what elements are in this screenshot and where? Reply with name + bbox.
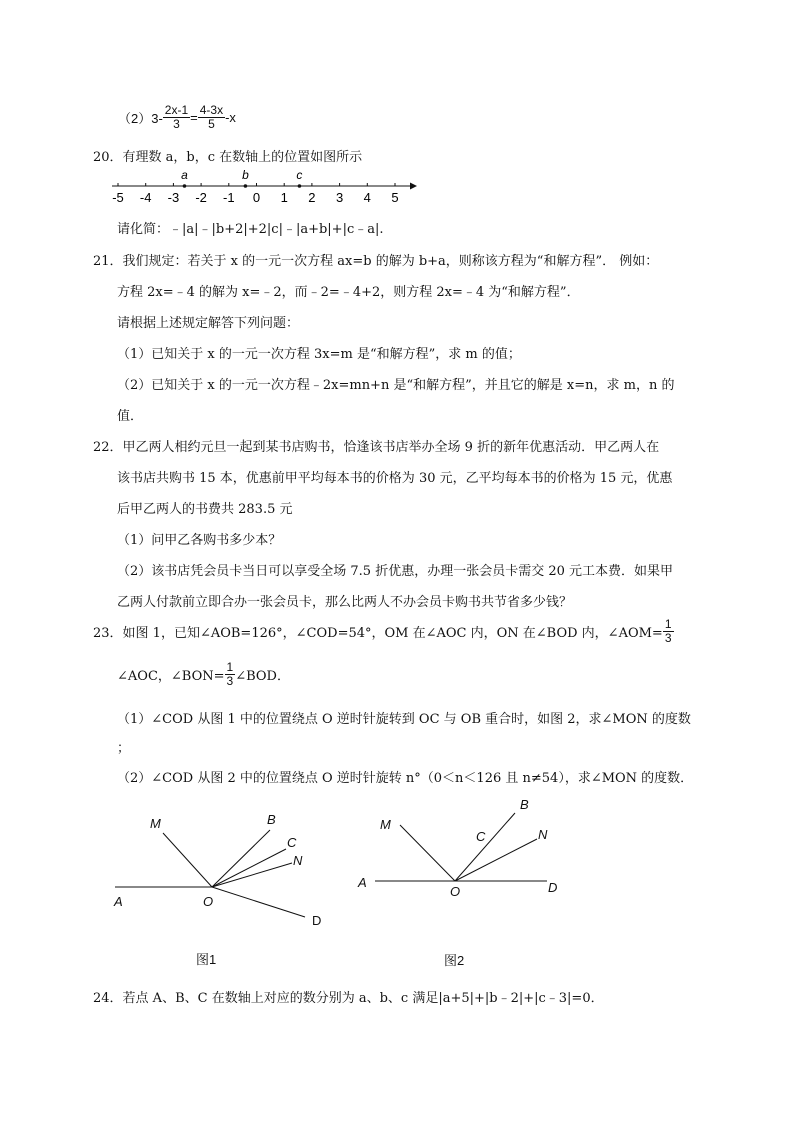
q19-f1-num: 2x-1: [164, 103, 189, 117]
fig1-label-D: D: [312, 913, 322, 928]
q22-line2: 该书店共购书 15 本，优惠前甲平均每本书的价格为 30 元，乙平均每本书的价格为 15 元，优惠: [117, 471, 673, 486]
q23-line1: [93, 618, 674, 645]
number-line-point-label-b: b: [242, 168, 249, 182]
q23-line2-text-b: ∠BOD．: [235, 669, 290, 684]
number-line-arrow-icon: [410, 183, 417, 190]
q22-line1: 22．甲乙两人相约元旦一起到某书店购书，恰逢该书店举办全场 9 折的新年优惠活动．甲乙两人在: [93, 440, 660, 455]
fig1-label-A: A: [114, 894, 123, 909]
q19-eq: =: [190, 110, 198, 125]
q19-fraction-2: [198, 104, 225, 131]
q22-line3: 后甲乙两人的书费共 283.5 元: [117, 502, 293, 517]
fig1-label-B: B: [267, 812, 276, 827]
q20-simplify: 请化简：﹣|a|﹣|b+2|+2|c|﹣|a+b|+|c﹣a|.: [117, 222, 384, 237]
number-line-tick-label: 3: [335, 190, 344, 205]
fig2-label-M: M: [380, 817, 391, 832]
q19-f1-den: 3: [173, 117, 180, 131]
fig1-ray-OD: [212, 887, 305, 917]
fig1-label-O: O: [203, 894, 214, 909]
fig2-ray-OB: [455, 813, 515, 881]
q19-fraction-1: [163, 104, 190, 131]
q23-line4: （2）∠COD 从图 2 中的位置绕点 O 逆时针旋转 n°（0＜n＜126 且 n≠54），求∠MON 的度数．: [117, 771, 694, 786]
fig1-label-M: M: [150, 816, 161, 831]
fig2-label-A: A: [358, 875, 367, 890]
fig2-ray-ON: [455, 839, 537, 881]
q21-line4: （1）已知关于 x 的一元一次方程 3x=m 是“和解方程”，求 m 的值；: [117, 347, 521, 362]
q22-line5: （2）该书店凭会员卡当日可以享受全场 7.5 折优惠，办理一张会员卡需交 20 元工本费．如果甲: [117, 564, 674, 579]
fig2-ray-OM: [400, 825, 455, 881]
number-line-point-label-c: c: [296, 168, 303, 182]
q22-line4: （1）问甲乙各购书多少本？: [117, 533, 282, 548]
number-line-tick-label: 4: [363, 190, 371, 205]
number-line-point-label-a: a: [181, 168, 188, 182]
q22-line6: 乙两人付款前立即合办一张会员卡，那么比两人不办会员卡购书共节省多少钱？: [117, 595, 573, 610]
q23-frac-2: [225, 661, 236, 688]
q19-f2-den: 5: [208, 117, 215, 131]
number-line-tick-label: -1: [223, 190, 235, 205]
q21-line1: 21．我们规定：若关于 x 的一元一次方程 ax=b 的解为 b+a，则称该方程为“和解方程”． 例如：: [93, 254, 659, 269]
q23-frac1-den: 3: [664, 631, 672, 645]
fig2-caption: 图2: [444, 953, 465, 968]
fig1-label-N: N: [293, 853, 303, 868]
q20-stem: 20．有理数 a，b，c 在数轴上的位置如图所示: [93, 150, 363, 165]
q19-prefix: （2）3-: [118, 111, 163, 126]
fig2-label-D: D: [548, 880, 558, 895]
q23-line2-text-a: ∠AOC，∠BON=: [117, 669, 225, 684]
number-line-point-a: [183, 184, 187, 188]
fig1-ray-OM: [163, 833, 212, 887]
q23-line3b: ；: [117, 741, 131, 756]
q23-frac2-den: 3: [226, 674, 234, 688]
q23-frac2-num: 1: [226, 660, 234, 674]
number-line-tick-label: 5: [391, 190, 399, 205]
number-line-tick-label: -3: [167, 190, 180, 205]
q23-figure-2: [350, 795, 570, 970]
q23-figure-1: [110, 800, 340, 970]
fig2-label-O: O: [450, 884, 461, 899]
fig2-label-C: C: [476, 829, 486, 844]
number-line-point-b: [244, 184, 248, 188]
q23-frac1-num: 1: [664, 617, 672, 631]
number-line-tick-label: 2: [308, 190, 316, 205]
number-line-tick-label: -2: [195, 190, 207, 205]
fig2-label-B: B: [520, 797, 529, 812]
number-line-tick-label: 1: [280, 190, 288, 205]
number-line-tick-label: -4: [139, 190, 152, 205]
number-line-tick-label: -5: [112, 190, 124, 205]
q19-part2: [118, 104, 236, 131]
q19-suffix: -x: [225, 110, 236, 125]
q21-line3: 请根据上述规定解答下列问题：: [117, 316, 300, 331]
q21-line2: 方程 2x=﹣4 的解为 x=﹣2，而﹣2=﹣4+2，则方程 2x=﹣4 为“和解方程”．: [117, 285, 580, 300]
number-line-point-c: [298, 184, 302, 188]
q23-line1-text: 23．如图 1，已知∠AOB=126°，∠COD=54°，OM 在∠AOC 内，ON 在∠BOD 内，∠AOM=: [93, 626, 663, 641]
q21-line5: （2）已知关于 x 的一元一次方程﹣2x=mn+n 是“和解方程”，并且它的解是 x=n，求 m，n 的: [117, 378, 675, 393]
q23-line2: [117, 661, 290, 688]
q19-f2-num: 4-3x: [199, 103, 224, 117]
number-line-tick-label: 0: [252, 190, 261, 205]
fig1-caption: 图1: [196, 952, 217, 967]
q23-frac-1: [663, 618, 674, 645]
fig1-label-C: C: [287, 835, 297, 850]
q23-line3: （1）∠COD 从图 1 中的位置绕点 O 逆时针旋转到 OC 与 OB 重合时，如图 2，求∠MON 的度数: [117, 712, 691, 727]
q24-line1: 24．若点 A、B、C 在数轴上对应的数分别为 a、b、c 满足|a+5|+|b﹣2|+|c﹣3|=0．: [93, 991, 604, 1006]
fig2-label-N: N: [538, 827, 548, 842]
q20-number-line: [108, 166, 418, 208]
q21-line6: 值．: [117, 409, 144, 424]
